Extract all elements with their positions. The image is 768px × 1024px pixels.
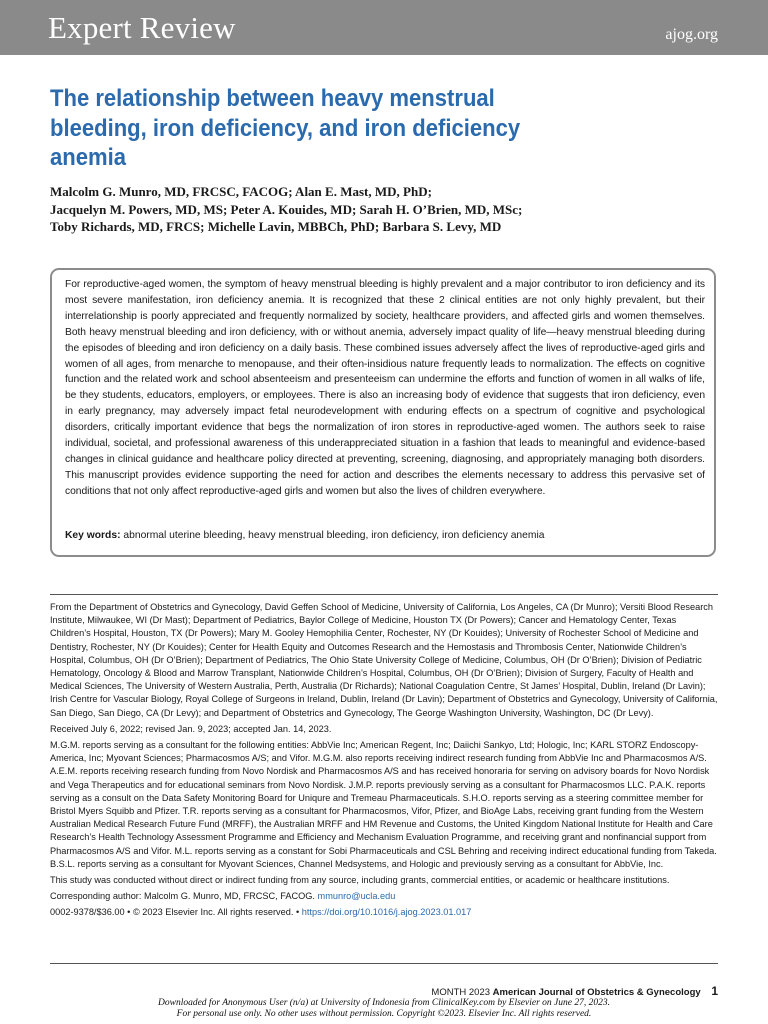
bullet: • bbox=[127, 907, 131, 918]
author-line: Toby Richards, MD, FRCS; Michelle Lavin, MBBCh, PhD; Barbara S. Levy, MD bbox=[50, 219, 502, 234]
publication-info bbox=[50, 906, 718, 919]
footer-divider bbox=[50, 963, 718, 964]
doi-link[interactable]: https://doi.org/10.1016/j.ajog.2023.01.017 bbox=[301, 907, 472, 918]
download-notice: Downloaded for Anonymous User (n/a) at University of Indonesia from ClinicalKey.com by Elsevier on June 27, 2023. bbox=[158, 998, 610, 1008]
author-line: Malcolm G. Munro, MD, FRCSC, FACOG; Alan E. Mast, MD, PhD; bbox=[50, 184, 432, 199]
bullet: • bbox=[295, 907, 300, 918]
footnotes bbox=[50, 601, 718, 923]
page-number: 1 bbox=[711, 984, 718, 998]
journal-footer bbox=[431, 984, 718, 998]
author-line: Jacquelyn M. Powers, MD, MS; Peter A. Kouides, MD; Sarah H. O’Brien, MD, MSc; bbox=[50, 201, 523, 217]
abstract-text: For reproductive-aged women, the symptom of heavy menstrual bleeding is highly prevalent and a major contributor to iron deficiency and its most severe manifestation, iron deficiency anemia. It is recognized that these 2 clinical entities are not only highly prevalent, but their interrelationship is poorly appreciated and frequently normalized by society, healthcare providers, and affected girls and women themselves. Both heavy menstrual bleeding and iron deficiency, with or without anemia, adversely impact quality of life—heavy menstrual bleeding during the episodes of bleeding and iron deficiency on a daily basis. These combined issues adversely affect the lives of reproductive-aged girls and women of all ages, from menarche to menopause, and their often-insidious nature frequently leads to normalization. The effects on cognitive function and the related work and school absenteeism and presenteeism can undermine the efforts and function of women in all walks of life, be they students, educators, employers, or employees. There is also an increasing body of evidence that suggests that iron deficiency, even in early pregnancy, may adversely impact fetal neurodevelopment with enduring effects on a spectrum of cognitive and psychological disorders, critically important evidence that begs the normalization of iron stores in reproductive-aged women. The authors seek to raise individual, societal, and professional awareness of this underappreciated situation in a fashion that leads to meaningful and evidence-based changes in clinical guidance and healthcare policy directed at preventing, screening, diagnosing, and appropriately managing both disorders. This manuscript provides evidence supporting the need for action and describes the elements necessary to address this pervasive set of conditions that not only affect reproductive-aged girls and women but also the lives of children everywhere. bbox=[65, 279, 705, 497]
keywords-label: Key words: bbox=[65, 530, 121, 541]
funding-statement: This study was conducted without direct or indirect funding from any source, including grants, commercial entities, or academic or healthcare institutions. bbox=[50, 875, 670, 886]
section-banner bbox=[0, 0, 768, 55]
received-dates: Received July 6, 2022; revised Jan. 9, 2023; accepted Jan. 14, 2023. bbox=[50, 723, 332, 734]
usage-notice: For personal use only. No other uses without permission. Copyright ©2023. Elsevier Inc. All rights reserved. bbox=[176, 1009, 592, 1019]
keywords-list: abnormal uterine bleeding, heavy menstrual bleeding, iron deficiency, iron deficiency anemia bbox=[123, 530, 545, 541]
abstract-box bbox=[50, 268, 716, 557]
footnote-divider bbox=[50, 594, 718, 595]
issue-month: MONTH 2023 bbox=[431, 987, 491, 998]
corresponding-author bbox=[50, 890, 718, 903]
author-list bbox=[50, 183, 670, 236]
corresponding-label: Corresponding author: Malcolm G. Munro, MD, FRCSC, FACOG. bbox=[50, 891, 315, 902]
journal-site-link[interactable]: ajog.org bbox=[665, 26, 718, 43]
copyright: © 2023 Elsevier Inc. All rights reserved. bbox=[132, 907, 294, 918]
corresponding-email-link[interactable]: mmunro@ucla.edu bbox=[317, 891, 396, 902]
article-title: The relationship between heavy menstrual bleeding, iron deficiency, and iron deficiency anemia bbox=[50, 85, 521, 171]
issn: 0002-9378/$36.00 bbox=[50, 907, 125, 918]
disclosures: M.G.M. reports serving as a consultant for the following entities: AbbVie Inc; American Regent, Inc; Daiichi Sankyo, Ltd; Hologic, Inc; KARL STORZ Endoscopy-America, Inc; Myovant Sciences; Pharmacosmos A/S; and Vifor. M.G.M. also reports receiving indirect research funding from AbbVie Inc and Pharmacosmos A/S. A.E.M. reports receiving research funding from Novo Nordisk and Pharmacosmos A/S and has received honoraria for serving on advisory boards for Novo Nordisk and Vega Therapeutics and for educational seminars from Novo Nordisk. J.M.P. reports previously serving as a consultant for Pharmacosmos LLC. P.A.K. reports serving as a consult on the Data Safety Monitoring Board for Uniqure and Tremeau Pharmaceuticals. S.H.O. reports serving as a steering committee member for Bristol Myers Squibb and Pfizer. T.R. reports serving as a consultant for Pharmacosmos, Vifor, Pfizer, and BioAge Labs, receiving grant funding from the Western Australian Medical Research Future Fund (MRFF), the Australian MRFF and HM Revenue and Customs, the United Kingdom National Institute for Health and Care Research’s Health Technology Assessment Programme and Efficiency and Mechanism Evaluation Programme, and receiving grant and nonfinancial support from Pharmacosmos A/S and Vifor. M.L. reports serving as a constant for Sobi Pharmaceuticals and CSL Behring and receiving indirect educational funding from Takeda. B.S.L. reports serving as a consultant for Myovant Sciences, Channel Medsystems, and Hologic and previously serving as a consultant for AbbVie, Inc. bbox=[50, 740, 717, 869]
keywords bbox=[65, 529, 705, 543]
affiliations: From the Department of Obstetrics and Gynecology, David Geffen School of Medicine, University of California, Los Angeles, CA (Dr Munro); Versiti Blood Research Institute, Milwaukee, WI (Dr Mast); Department of Pediatrics, Baylor College of Medicine, Houston TX (Dr Powers); Cancer and Hematology Center, Texas Children’s Hospital, Houston, TX (Dr Powers); Mary M. Gooley Hemophilia Center, Rochester, NY (Dr Kouides); University of Rochester School of Medicine and Dentistry, Rochester, NY (Dr Kouides); Center for Health Equity and Outcomes Research and the Hemostasis and Thrombosis Center, Nationwide Children’s Hospital, Columbus, OH (Dr O’Brien); Department of Pediatrics, The Ohio State University College of Medicine, Columbus, OH (Dr O’Brien); Division of Pediatric Hematology, Oncology & Blood and Marrow Transplant, Nationwide Children’s Hospital, Columbus, OH (Dr O’Brien); Division of Surgery, Faculty of Health and Medical Sciences, The University of Western Australia, Perth, Australia (Dr Richards); National Coagulation Centre, St James’ Hospital, Dublin, Ireland (Dr Lavin); Irish Centre for Vascular Biology, Royal College of Surgeons in Ireland, Dublin, Ireland (Dr Lavin); Department of Obstetrics and Gynecology, University of California, San Diego, San Diego, CA (Dr Levy); and Department of Obstetrics and Gynecology, The George Washington University, Washington, DC (Dr Levy). bbox=[50, 602, 718, 718]
section-title: Expert Review bbox=[48, 10, 236, 45]
journal-name: American Journal of Obstetrics & Gynecology bbox=[492, 987, 701, 998]
